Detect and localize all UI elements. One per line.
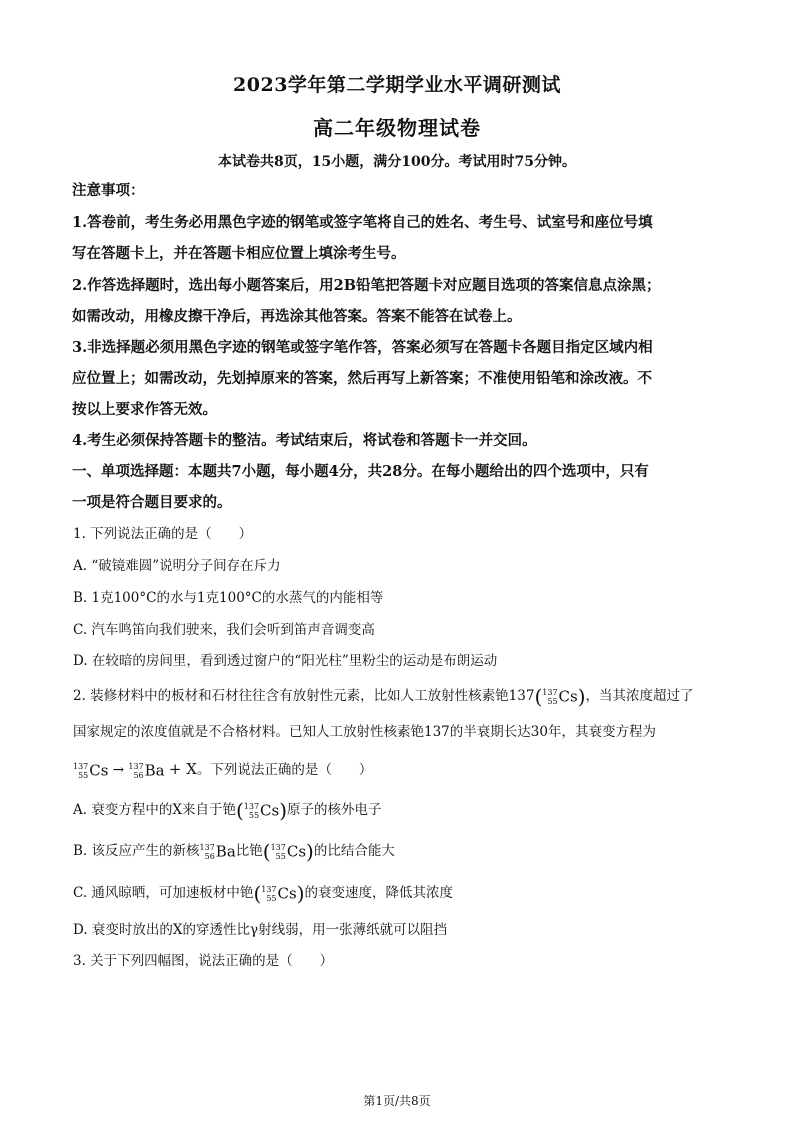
- q2-stem-line-2: 国家规定的浓度值就是不合格材料。已知人工放射性核素铯137的半衰期长达30年，其衰变方程为: [73, 724, 656, 740]
- q2-option-d: D. 衰变时放出的X的穿透性比γ射线弱，用一张薄纸就可以阻挡: [73, 922, 448, 938]
- notice-heading: 注意事项：: [72, 182, 145, 199]
- q2-option-a: A. 衰变方程中的X来自于铯( 137 55 Cs)原子的核外电子: [73, 798, 382, 823]
- q1-option-d: D. 在较暗的房间里，看到透过窗户的“阳光柱”里粉尘的运动是布朗运动: [73, 653, 498, 669]
- exam-title: 2023学年第二学期学业水平调研测试: [233, 74, 561, 96]
- plus-x: + X: [168, 760, 197, 778]
- cs-nuclide-eq: 137 55 Cs: [73, 761, 109, 780]
- q2-stem-question: 。下列说法正确的是（ ）: [196, 762, 373, 778]
- notice-line-4: 如需改动，用橡皮擦干净后，再选涂其他答案。答案不能答在试卷上。: [72, 308, 522, 325]
- notice-line-8: 4.考生必须保持答题卡的整洁。考试结束后，将试卷和答题卡一并交回。: [72, 432, 537, 449]
- page-number: 第1页/共8页: [363, 1094, 431, 1108]
- q2-option-b: B. 该反应产生的新核 137 56 Ba比铯( 137 55 Cs)的比结合能大: [73, 839, 395, 864]
- cs-nuclide: 137 55 Cs: [542, 687, 578, 706]
- notice-line-3: 2.作答选择题时，选出每小题答案后，用2B铅笔把答题卡对应题目选项的答案信息点涂黑；: [72, 277, 661, 294]
- notice-line-1: 1.答卷前，考生务必用黑色字迹的钢笔或签字笔将自己的姓名、考生号、试室号和座位号填: [72, 214, 653, 231]
- cs-nuclide: 137 55 Cs: [270, 842, 307, 861]
- section-heading-line-1: 一、单项选择题：本题共7小题，每小题4分，共28分。在每小题给出的四个选项中，只有: [72, 463, 649, 480]
- q3-stem: 3. 关于下列四幅图，说法正确的是（ ）: [73, 953, 334, 969]
- q1-option-a: A. “破镜难圆”说明分子间存在斥力: [73, 558, 281, 574]
- q2-stem-line-1: 2. 装修材料中的板材和石材往往含有放射性元素，比如人工放射性核素铯137( 137 55 Cs)，当其浓度超过了: [73, 684, 694, 709]
- q1-option-b: B. 1克100°C的水与1克100°C的水蒸气的内能相等: [73, 590, 384, 606]
- arrow-symbol: →: [112, 762, 125, 778]
- q2-decay-equation: [73, 756, 733, 784]
- notice-line-2: 写在答题卡上，并在答题卡相应位置上填涂考生号。: [72, 245, 406, 262]
- q1-option-c: C. 汽车鸣笛向我们驶来，我们会听到笛声音调变高: [73, 622, 375, 638]
- q2-stem-text-tail: ，当其浓度超过了: [585, 688, 694, 704]
- q2-option-c: C. 通风晾晒，可加速板材中铯( 137 55 Cs)的衰变速度，降低其浓度: [73, 881, 454, 906]
- notice-line-6: 应位置上；如需改动，先划掉原来的答案，然后再写上新答案；不准使用铅笔和涂改液。不: [72, 370, 652, 387]
- ba-nuclide: 137 56 Ba: [199, 842, 236, 861]
- exam-subtitle: 高二年级物理试卷: [313, 116, 481, 140]
- section-heading-line-2: 一项是符合题目要求的。: [72, 494, 232, 511]
- q2-stem-text: 2. 装修材料中的板材和石材往往含有放射性元素，比如人工放射性核素铯137: [73, 688, 535, 704]
- cs-nuclide: 137 55 Cs: [261, 884, 297, 903]
- cs-nuclide: 137 55 Cs: [243, 801, 280, 820]
- q1-stem: 1. 下列说法正确的是（ ）: [73, 526, 253, 542]
- exam-info: 本试卷共8页，15小题，满分100分。考试用时75分钟。: [218, 154, 576, 170]
- notice-line-5: 3.非选择题必须用黑色字迹的钢笔或签字笔作答，答案必须写在答题卡各题目指定区域内相: [72, 339, 653, 356]
- ba-nuclide-eq: 137 56 Ba: [128, 761, 165, 780]
- notice-line-7: 按以上要求作答无效。: [72, 401, 217, 418]
